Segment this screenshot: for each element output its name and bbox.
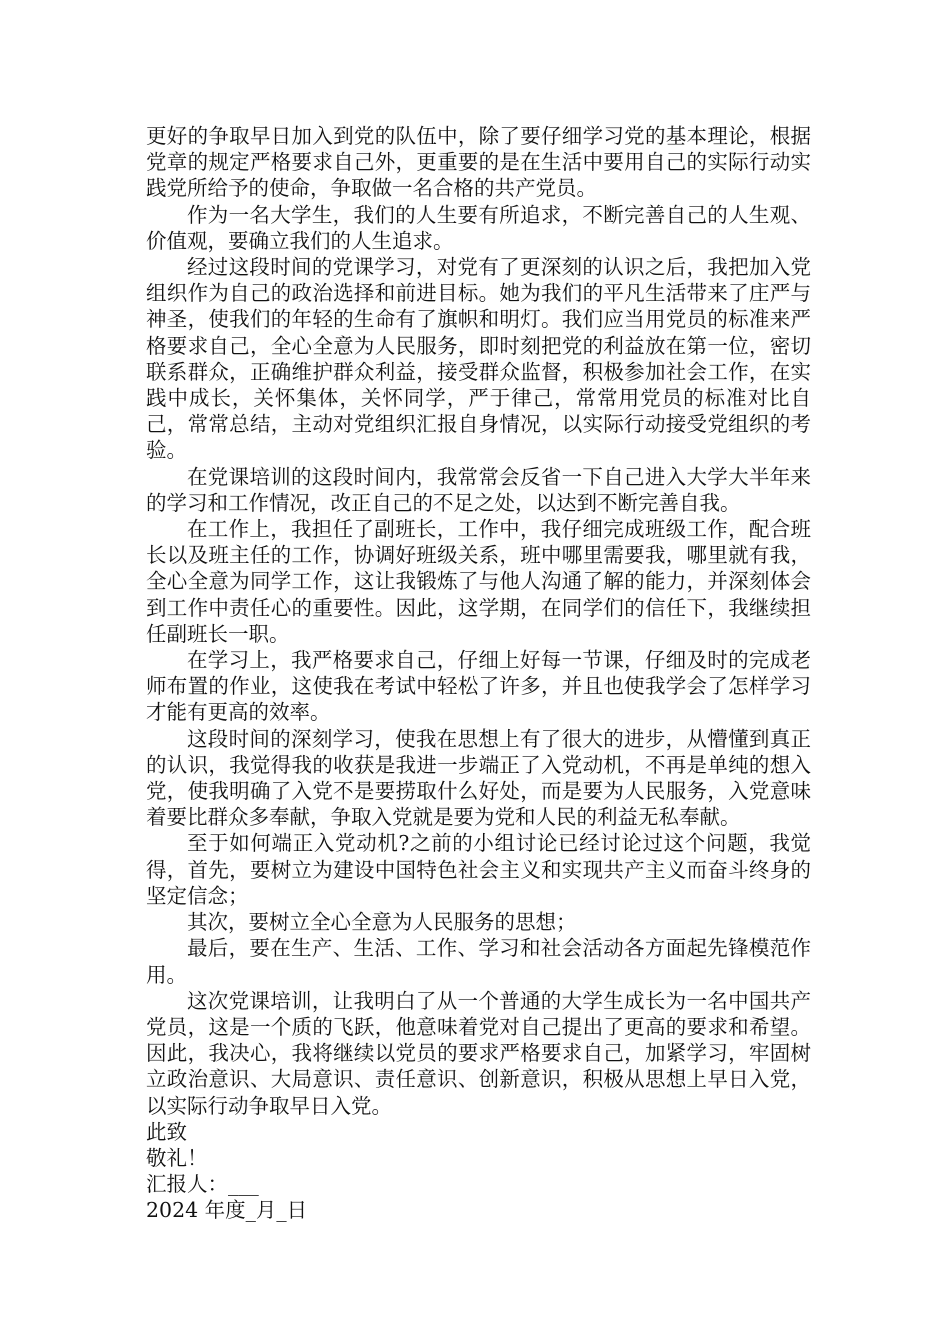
paragraph: 在学习上，我严格要求自己，仔细上好每一节课，仔细及时的完成老师布置的作业，这使我在考试中轻松了许多，并且也使我学会了怎样学习才能有更高的效率。 — [146, 648, 811, 725]
closing-salutation: 此致 — [146, 1119, 187, 1144]
report-date: 2024 年度_月_日 — [146, 1198, 308, 1223]
paragraph: 这段时间的深刻学习，使我在思想上有了很大的进步，从懵懂到真正的认识，我觉得我的收获是我进一步端正了入党动机，不再是单纯的想入党，使我明确了入党不是要捞取什么好处，而是要为人民服务，入党意味着要比群众多奉献，争取入党就是要为党和人民的利益无私奉献。 — [146, 726, 811, 830]
paragraph: 在工作上，我担任了副班长，工作中，我仔细完成班级工作，配合班长以及班主任的工作，协调好班级关系，班中哪里需要我，哪里就有我，全心全意为同学工作，这让我锻炼了与他人沟通了解的能力，并深刻体会到工作中责任心的重要性。因此，这学期，在同学们的信任下，我继续担任副班长一职。 — [146, 517, 811, 646]
paragraph: 作为一名大学生，我们的人生要有所追求，不断完善自己的人生观、价值观，要确立我们的人生追求。 — [146, 202, 811, 253]
paragraph: 这次党课培训，让我明白了从一个普通的大学生成长为一名中国共产党员，这是一个质的飞跃，他意味着党对自己提出了更高的要求和希望。因此，我决心，我将继续以党员的要求严格要求自己，加紧学习，牢固树立政治意识、大局意识、责任意识、创新意识，积极从思想上早日入党，以实际行动争取早日入党。 — [146, 988, 811, 1118]
paragraph-continuation: 更好的争取早日加入到党的队伍中，除了要仔细学习党的基本理论，根据党章的规定严格要求自己外，更重要的是在生活中要用自己的实际行动实践党所给予的使命，争取做一名合格的共产党员。 — [146, 124, 811, 201]
paragraph: 最后，要在生产、生活、工作、学习和社会活动各方面起先锋模范作用。 — [146, 936, 811, 987]
paragraph: 其次，要树立全心全意为人民服务的思想； — [187, 910, 577, 935]
paragraph: 在党课培训的这段时间内，我常常会反省一下自己进入大学大半年来的学习和工作情况，改正自己的不足之处，以达到不断完善自我。 — [146, 464, 811, 515]
document-body — [146, 123, 811, 1224]
reporter-signature-line: 汇报人：___ — [146, 1172, 259, 1197]
closing-regards: 敬礼！ — [146, 1145, 208, 1170]
paragraph: 经过这段时间的党课学习，对党有了更深刻的认识之后，我把加入党组织作为自己的政治选择和前进目标。她为我们的平凡生活带来了庄严与神圣，使我们的年轻的生命有了旗帜和明灯。我们应当用党员的标准来严格要求自己，全心全意为人民服务，即时刻把党的利益放在第一位，密切联系群众，正确维护群众利益，接受群众监督，积极参加社会工作，在实践中成长，关怀集体，关怀同学，严于律己，常常用党员的标准对比自己，常常总结，主动对党组织汇报自身情况，以实际行动接受党组织的考验。 — [146, 255, 811, 463]
paragraph: 至于如何端正入党动机?之前的小组讨论已经讨论过这个问题，我觉得，首先，要树立为建设中国特色社会主义和实现共产主义而奋斗终身的坚定信念； — [146, 831, 811, 908]
